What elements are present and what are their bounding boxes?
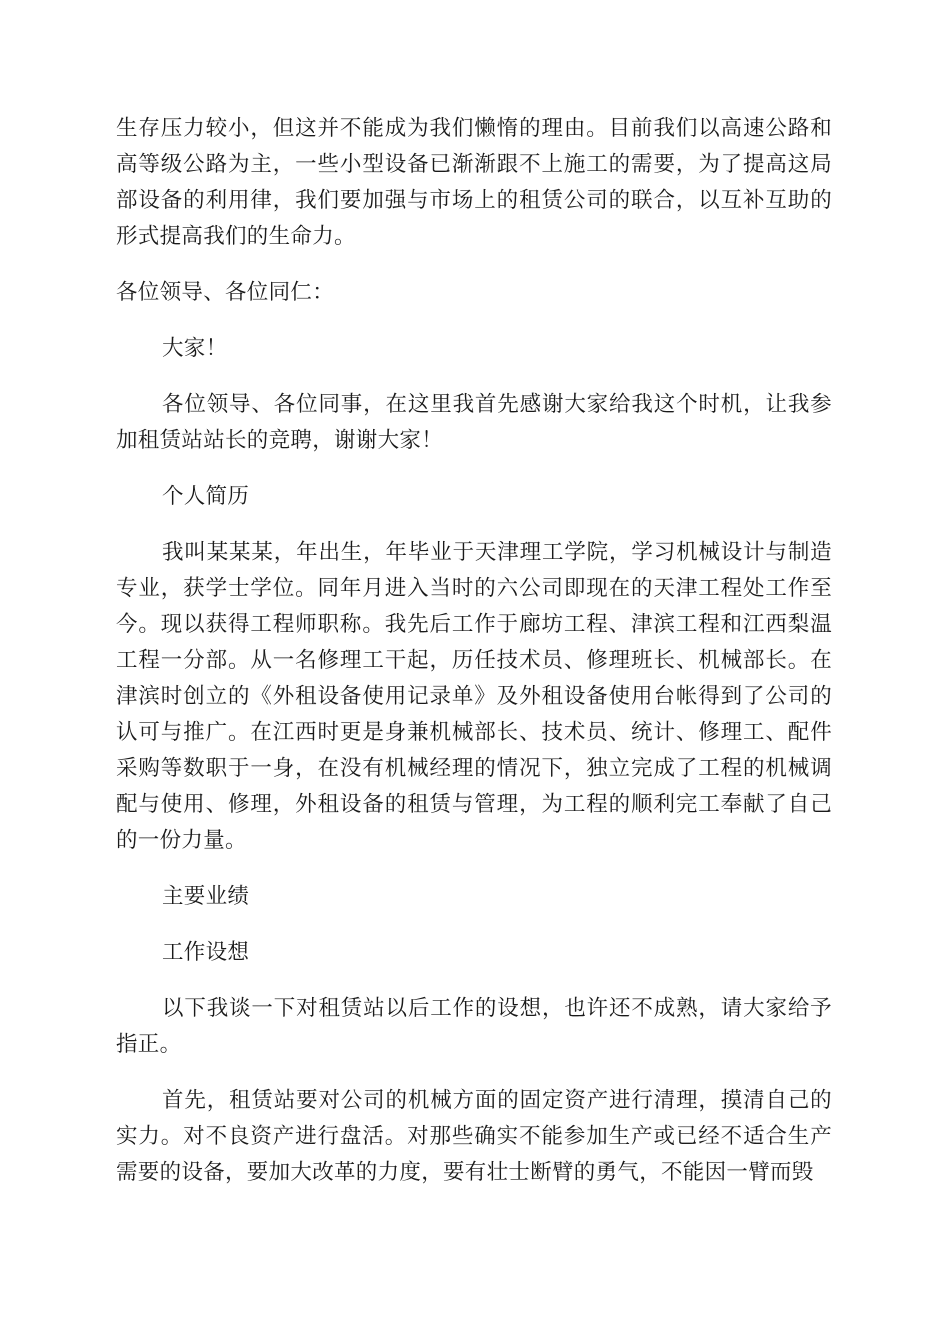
heading-work-plan: 工作设想 xyxy=(162,940,250,965)
heading-resume: 个人简历 xyxy=(162,484,250,509)
paragraph-thanks: 各位领导、各位同事，在这里我首先感谢大家给我这个时机，让我参加租赁站站长的竞聘，谢谢大家！ xyxy=(116,392,832,453)
paragraph-continuation: 生存压力较小，但这并不能成为我们懒惰的理由。目前我们以高速公路和高等级公路为主，一些小型设备已渐渐跟不上施工的需要，为了提高这局部设备的利用律，我们要加强与市场上的租赁公司的联合，以互补互助的形式提高我们的生命力。 xyxy=(116,116,832,249)
paragraph-plan-first: 首先，租赁站要对公司的机械方面的固定资产进行清理，摸清自己的实力。对不良资产进行盘活。对那些确实不能参加生产或已经不适合生产需要的设备，要加大改革的力度，要有壮士断臂的勇气，不能因一臂而毁 xyxy=(116,1088,832,1185)
document-page xyxy=(116,111,832,1191)
paragraph-greeting: 大家！ xyxy=(162,336,228,361)
heading-achievements: 主要业绩 xyxy=(162,884,250,909)
paragraph-resume: 我叫某某某，年出生，年毕业于天津理工学院，学习机械设计与制造专业，获学士学位。同年月进入当时的六公司即现在的天津工程处工作至今。现以获得工程师职称。我先后工作于廊坊工程、津滨工程和江西梨温工程一分部。从一名修理工干起，历任技术员、修理班长、机械部长。在津滨时创立的《外租设备使用记录单》及外租设备使用台帐得到了公司的认可与推广。在江西时更是身兼机械部长、技术员、统计、修理工、配件采购等数职于一身，在没有机械经理的情况下，独立完成了工程的机械调配与使用、修理，外租设备的租赁与管理，为工程的顺利完工奉献了自己的一份力量。 xyxy=(116,540,832,853)
paragraph-plan-intro: 以下我谈一下对租赁站以后工作的设想，也许还不成熟，请大家给予指正。 xyxy=(116,996,832,1057)
paragraph-salutation: 各位领导、各位同仁： xyxy=(116,280,335,305)
